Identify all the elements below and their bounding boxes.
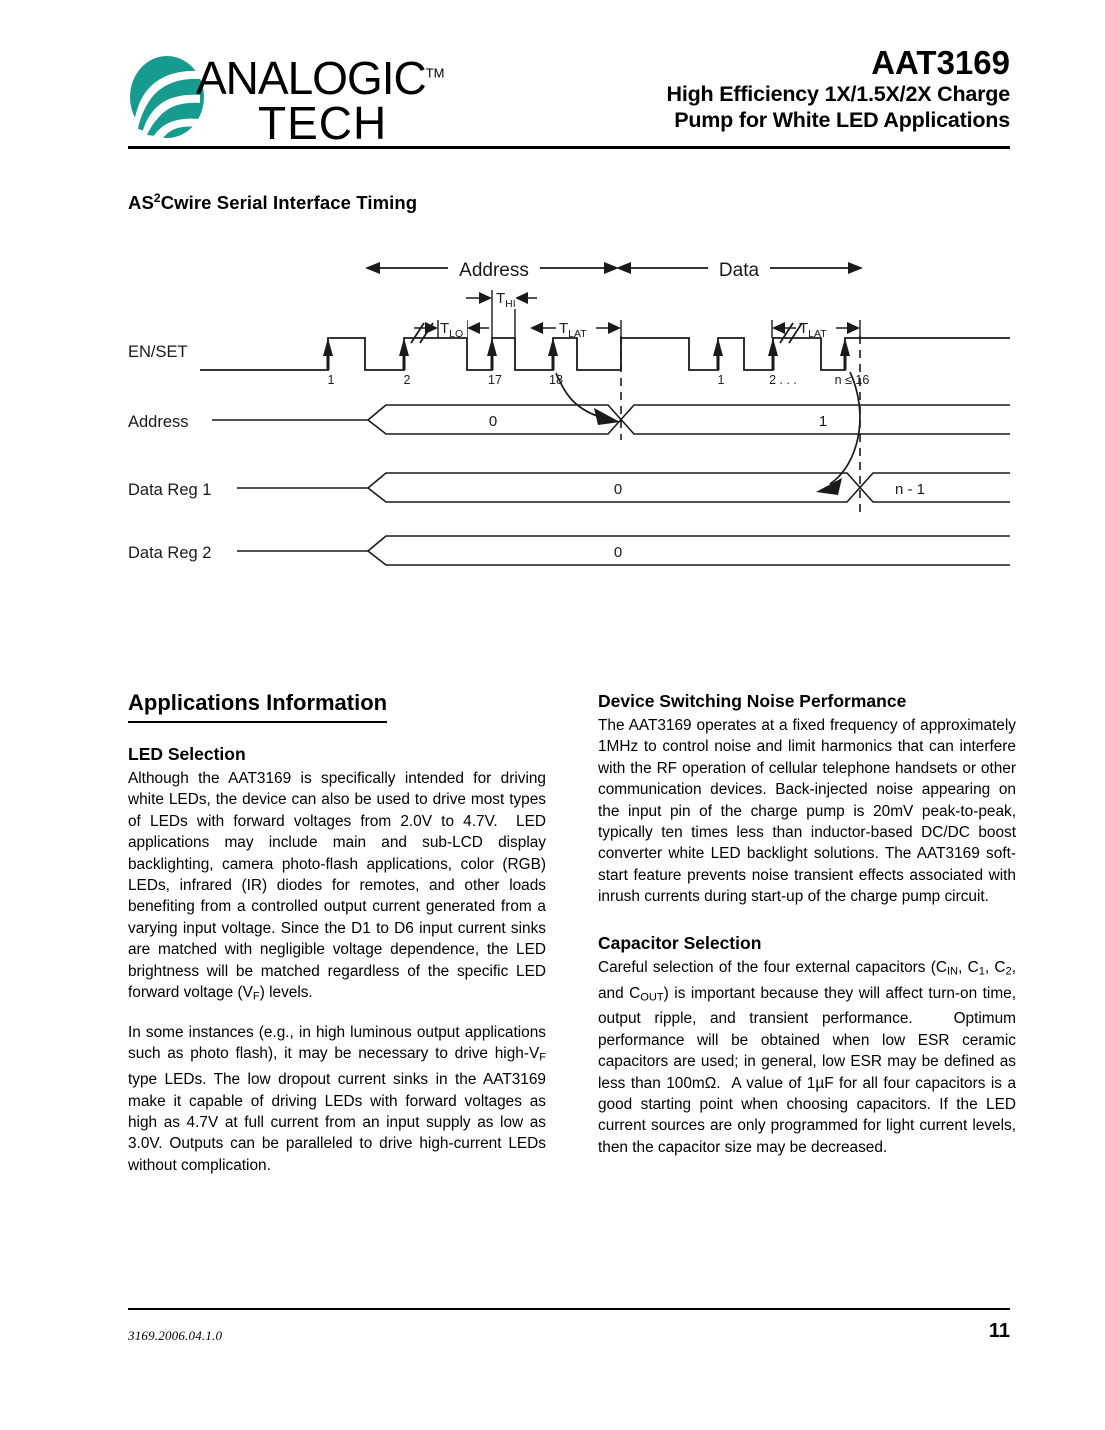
label-t-lat-2: $T_{LAT}$ bbox=[799, 320, 827, 340]
pulse-number-addr-18: 18 bbox=[549, 373, 563, 387]
serial-interface-timing-diagram bbox=[128, 240, 1010, 590]
bus-value-data-reg1-before: 0 bbox=[613, 481, 623, 498]
product-subtitle-line1: High Efficiency 1X/1.5X/2X Charge bbox=[666, 82, 1010, 106]
pulse-number-data-1: 1 bbox=[717, 373, 725, 387]
label-t-hi: $T_{HI}$ bbox=[496, 290, 516, 310]
led-selection-paragraph-2: In some instances (e.g., in high luminous output applications such as photo flash), it may be necessary to drive high-$V_F$ type LEDs. The low dropout current sinks in the AAT3169 make it capable of driving LEDs with forward voltages as high as 4.7V at full current from an input supply as low as 3.0V. Outputs can be paralleled to drive high-current LEDs without complication. bbox=[128, 1023, 546, 1174]
label-t-lat-1: $T_{LAT}$ bbox=[559, 320, 587, 340]
page-header bbox=[128, 45, 1010, 150]
footer-divider bbox=[128, 1308, 1010, 1310]
page-number: 11 bbox=[988, 1320, 1010, 1342]
bus-value-address-after: 1 bbox=[818, 413, 828, 430]
header-title-block bbox=[450, 45, 1010, 133]
right-text-column bbox=[598, 690, 1016, 1158]
logo-wordmark bbox=[196, 51, 445, 150]
product-subtitle-line2: Pump for White LED Applications bbox=[674, 108, 1010, 132]
left-text-column bbox=[128, 690, 546, 1176]
led-selection-paragraph-1: Although the AAT3169 is specifically intended for driving white LEDs, the device can also be used to drive most types of LEDs with forward voltages from 2.0V to 4.7V. LED applications may include main and sub-LCD display backlighting, camera photo-flash applications, color (RGB) LEDs, infrared (IR) diodes for remotes, and other loads benefiting from a controlled output current generated from a varying input voltage. Since the D1 to D6 input current sinks are matched with negligible voltage dependence, the LED brightness will be matched regardless of the specific LED forward voltage $(V_F)$ levels. bbox=[128, 770, 546, 1003]
signal-label-data-reg-1: Data Reg 1 bbox=[128, 481, 212, 499]
pulse-number-addr-1: 1 bbox=[327, 373, 335, 387]
led-selection-heading: LED Selection bbox=[128, 744, 246, 764]
device-switching-noise-heading: Device Switching Noise Performance bbox=[598, 691, 907, 711]
header-divider bbox=[128, 146, 1010, 149]
pulse-number-data-n: n ≤ 16 bbox=[834, 373, 870, 387]
en-set-rising-edge-arrows bbox=[323, 338, 850, 370]
waveform-data-reg-2 bbox=[237, 536, 1010, 565]
pulse-number-addr-2: 2 bbox=[403, 373, 411, 387]
applications-information-heading: Applications Information bbox=[128, 690, 387, 723]
bus-value-data-reg1-after: n - 1 bbox=[894, 481, 926, 498]
heading-superscript: 2 bbox=[153, 191, 161, 205]
timing-section-heading bbox=[128, 191, 417, 214]
heading-part-1: AS bbox=[128, 192, 154, 214]
transfer-arrow-address bbox=[556, 373, 620, 425]
signal-label-address: Address bbox=[128, 413, 189, 431]
logo-trademark: TM bbox=[425, 66, 445, 81]
company-logo bbox=[128, 47, 445, 150]
logo-text-analogic: ANALOGIC bbox=[196, 52, 426, 105]
pulse-number-data-2: 2 . . . bbox=[769, 373, 797, 387]
waveform-en-set bbox=[200, 323, 1010, 370]
signal-label-en-set: EN/SET bbox=[128, 343, 188, 361]
device-switching-noise-paragraph: The AAT3169 operates at a fixed frequency of approximately 1MHz to control noise and limit harmonics that can interfere with the RF operation of cellular telephone handsets or other communication devices. Back-injected noise appearing on the input pin of the charge pump is 20mV peak-to-peak, typically ten times less than inductor-based DC/DC boost converter white LED backlight solutions. The AAT3169 soft-start feature prevents noise transient effects associated with inrush currents during start-up of the charge pump circuit. bbox=[598, 717, 1016, 906]
phase-label-address: Address bbox=[459, 260, 529, 281]
capacitor-selection-heading: Capacitor Selection bbox=[598, 932, 762, 953]
capacitor-selection-paragraph: Careful selection of the four external capacitors ($C_{IN}$, $C_1$, $C_2$, and $C_{OUT}$) is important because they will affect turn-on time, output ripple, and transient performance. Optimum performance will be obtained when low ESR ceramic capacitors are used; in general, low ESR may be defined as less than 100mΩ. A value of 1µF for all four capacitors is a good starting point when choosing capacitors. If the LED current sources are only programmed for light current levels, then the capacitor size may be decreased. bbox=[598, 958, 1016, 1156]
bus-value-data-reg2: 0 bbox=[613, 544, 623, 561]
logo-mark-icon bbox=[128, 55, 206, 139]
label-t-lo: $T_{LO}$ bbox=[440, 320, 464, 340]
heading-part-2: Cwire Serial Interface Timing bbox=[160, 192, 418, 214]
logo-text-tech: TECH bbox=[258, 97, 388, 150]
timing-diagram-svg bbox=[128, 240, 1010, 590]
part-number: AAT3169 bbox=[871, 44, 1010, 81]
pulse-number-addr-17: 17 bbox=[488, 373, 502, 387]
bus-value-address-before: 0 bbox=[488, 413, 498, 430]
document-code: 3169.2006.04.1.0 bbox=[128, 1328, 223, 1343]
phase-label-data: Data bbox=[718, 260, 760, 281]
signal-label-data-reg-2: Data Reg 2 bbox=[128, 544, 212, 562]
